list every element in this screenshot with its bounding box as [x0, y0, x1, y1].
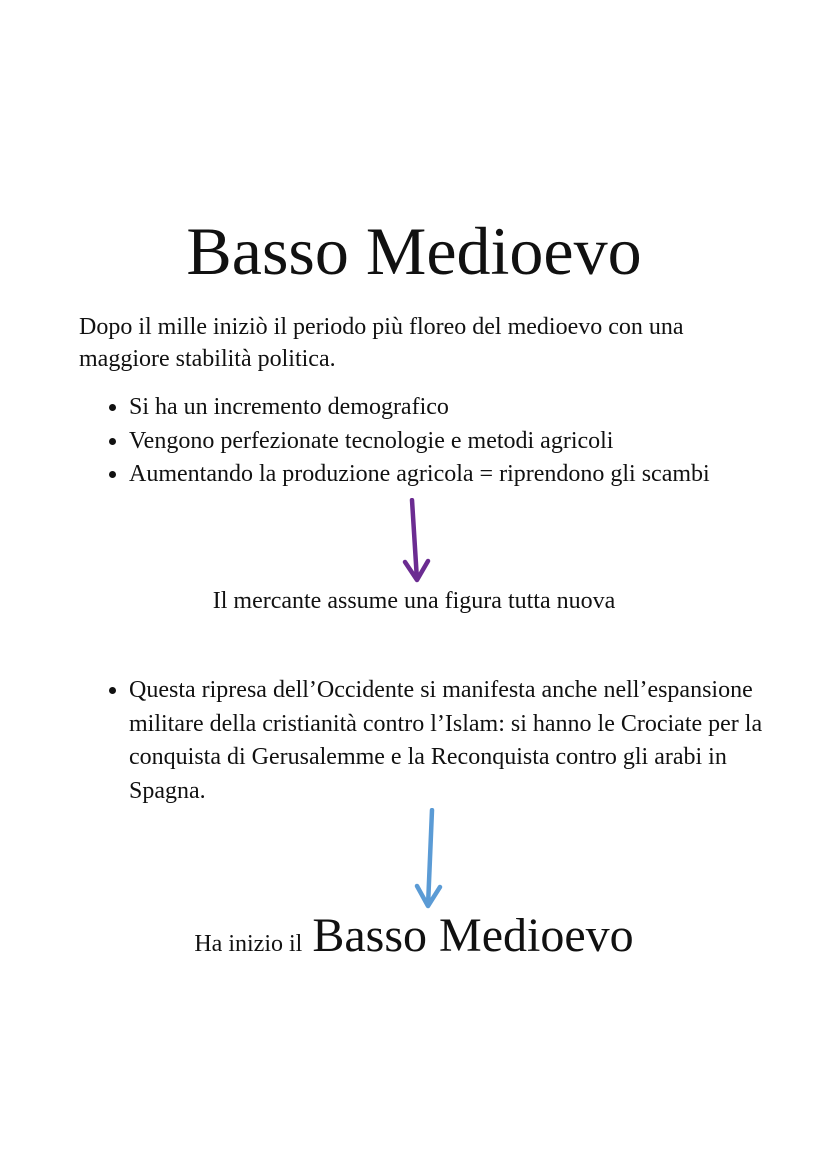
closing-emphasis: Basso Medioevo: [312, 909, 634, 962]
intro-paragraph: Dopo il mille iniziò il periodo più floreo del medioevo con una maggiore stabilità politica.: [79, 314, 684, 372]
bullet-list-second: [79, 674, 769, 808]
merchant-statement: Il mercante assume una figura tutta nuova: [212, 588, 616, 614]
list-item: • Si ha un incremento demografico: [129, 391, 769, 425]
page-title: Basso Medioevo: [186, 213, 642, 289]
list-item: • Vengono perfezionate tecnologie e metodi agricoli: [129, 425, 769, 459]
list-item: • Questa ripresa dell’Occidente si manifesta anche nell’espansione militare della cristianità contro l’Islam: si hanno le Crociate per la conquista di Gerusalemme e la Reconquista contro gli arabi in Spagna.: [129, 674, 769, 808]
bullet-list-first: [79, 391, 769, 492]
list-item: • Aumentando la produzione agricola = riprendono gli scambi: [129, 458, 769, 492]
closing-line: [0, 906, 828, 974]
arrow-down-icon: [398, 498, 438, 584]
closing-prefix: Ha inizio il: [194, 931, 303, 957]
arrow-down-icon: [412, 808, 446, 912]
